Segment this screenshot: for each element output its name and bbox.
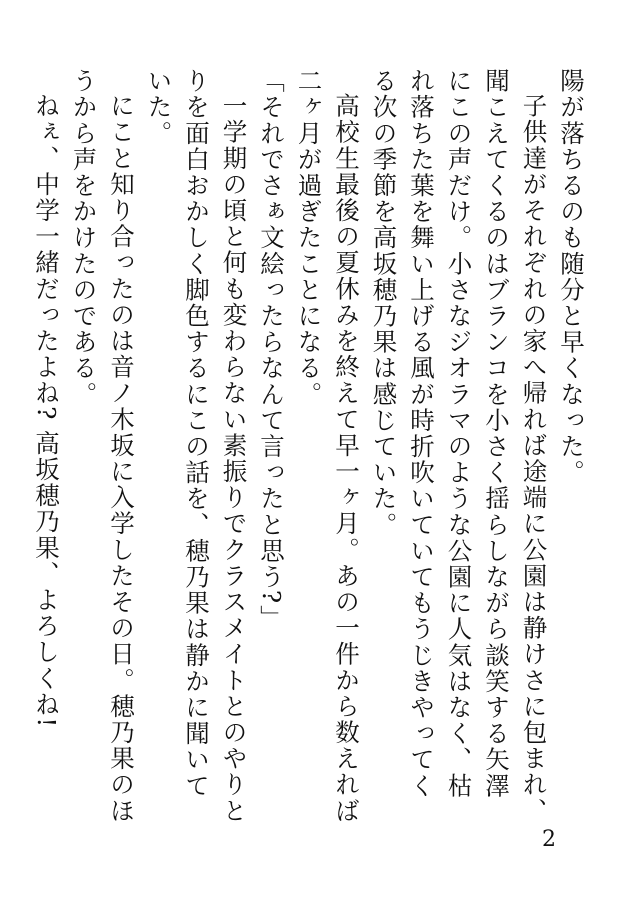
paragraph: ねぇ、中学一緒だったよね? 高坂穂乃果、よろしくね! <box>32 92 61 729</box>
paragraph: 一学期の頃と何も変わらない素振りでクラスメイトとのやりとりを面白おかしく脚色するにこの話を、穂乃果は静かに聞いていた。 <box>144 68 249 824</box>
paragraph: 陽が落ちるのも随分と早くなった。 <box>557 68 586 486</box>
page-number: 2 <box>542 827 556 852</box>
paragraph: 子供達がそれぞれの家へ帰れば途端に公園は静けさに包まれ、聞こえてくるのはブランコを小さく揺らしながら談笑する矢澤にこの声だけ。小さなジオラマのような公園に人気はなく、枯れ落ちた葉を舞い上げる風が時折吹いていてもうじきやってくる次の季節を高坂穂乃果は感じていた。 <box>369 68 549 824</box>
paragraph: にこと知り合ったのは音ノ木坂に入学したその日。穂乃果のほうから声をかけたのである。 <box>69 68 136 824</box>
vertical-text-body <box>28 68 591 824</box>
paragraph-dialogue: 「それでさぁ文絵ったらなんて言ったと思う?」 <box>257 68 286 631</box>
paragraph: 高校生最後の夏休みを終えて早一ヶ月。あの一件から数えれば二ヶ月が過ぎたことになる。 <box>294 68 361 824</box>
